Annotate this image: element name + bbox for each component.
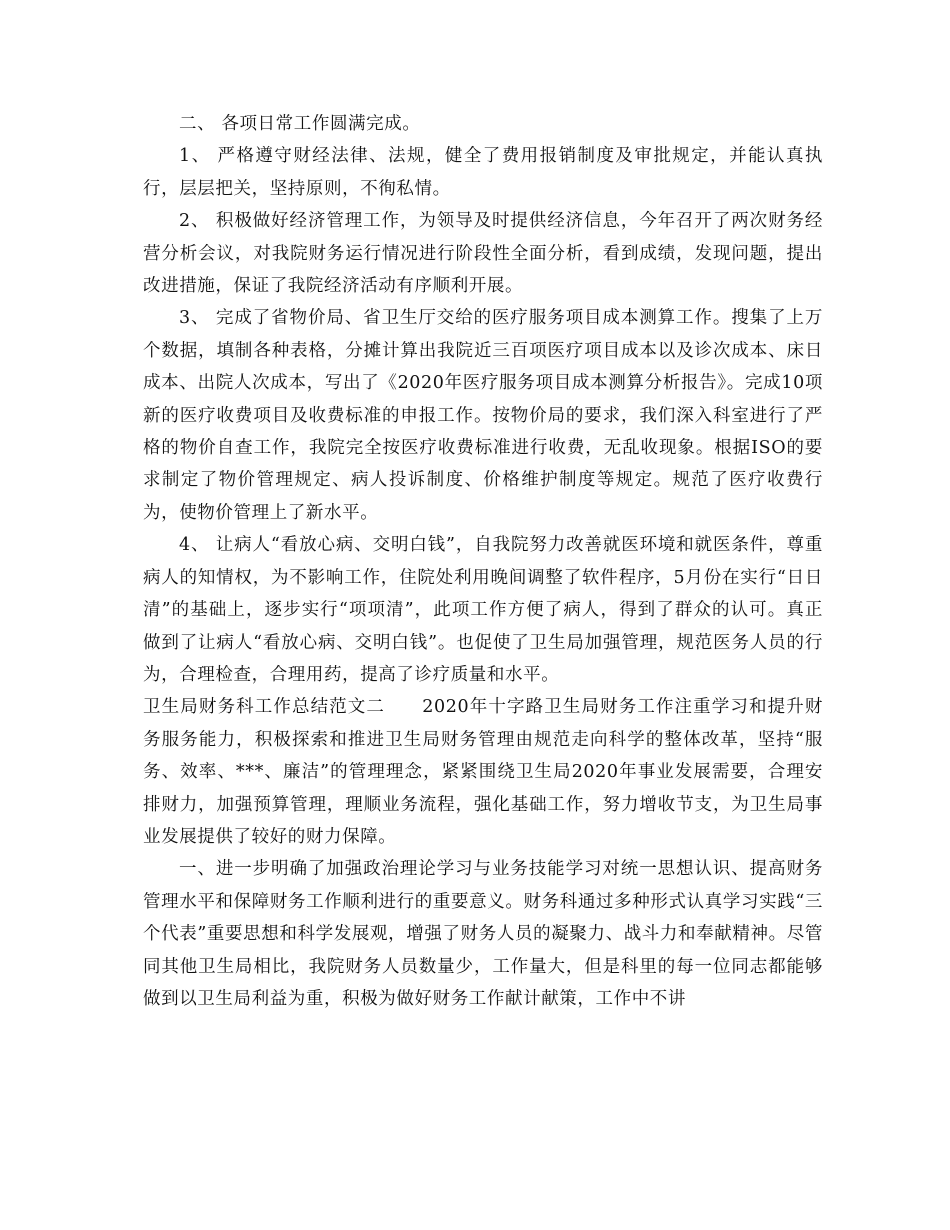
paragraph-item-2: 2、 积极做好经济管理工作，为领导及时提供经济信息，今年召开了两次财务经营分析会议，对我院财务运行情况进行阶段性全面分析，看到成绩，发现问题，提出改进措施，保证了我院经济活动有序顺利开展。: [143, 211, 823, 297]
paragraph-item-4: 4、 让病人“看放心病、交明白钱”，自我院努力改善就医环境和就医条件，尊重病人的知情权，为不影响工作，住院处利用晚间调整了软件程序，5月份在实行“日日清”的基础上，逐步实行“项项清”，此项工作方便了病人，得到了群众的认可。真正做到了让病人“看放心病、交明白钱”。也促使了卫生局加强管理，规范医务人员的行为，合理检查，合理用药，提高了诊疗质量和水平。: [143, 535, 823, 685]
document-body: [143, 108, 823, 1015]
paragraph-item-1: 1、 严格遵守财经法律、法规，健全了费用报销制度及审批规定，并能认真执行，层层把关，坚持原则，不徇私情。: [143, 146, 823, 199]
paragraph-section-one: 一、进一步明确了加强政治理论学习与业务技能学习对统一思想认识、提高财务管理水平和保障财务工作顺利进行的重要意义。财务科通过多种形式认真学习实践“三个代表”重要思想和科学发展观，增强了财务人员的凝聚力、战斗力和奉献精神。尽管同其他卫生局相比，我院财务人员数量少，工作量大，但是科里的每一位同志都能够做到以卫生局利益为重，积极为做好财务工作献计献策，工作中不讲: [143, 859, 823, 1009]
paragraph-item-3: 3、 完成了省物价局、省卫生厅交给的医疗服务项目成本测算工作。搜集了上万个数据，填制各种表格，分摊计算出我院近三百项医疗项目成本以及诊次成本、床日成本、出院人次成本，写出了《2020年医疗服务项目成本测算分析报告》。完成10项新的医疗收费项目及收费标准的申报工作。按物价局的要求，我们深入科室进行了严格的物价自查工作，我院完全按医疗收费标准进行收费，无乱收现象。根据ISO的要求制定了物价管理规定、病人投诉制度、价格维护制度等规定。规范了医疗收费行为，使物价管理上了新水平。: [143, 308, 823, 523]
section-heading: 二、 各项日常工作圆满完成。: [179, 114, 421, 134]
paragraph-summary-two: 卫生局财务科工作总结范文二 2020年十字路卫生局财务工作注重学习和提升财务服务能力，积极探索和推进卫生局财务管理由规范走向科学的整体改革，坚持“服务、效率、***、廉洁”的管理理念，紧紧围绕卫生局2020年事业发展需要，合理安排财力，加强预算管理，理顺业务流程，强化基础工作，努力增收节支，为卫生局事业发展提供了较好的财力保障。: [143, 697, 823, 847]
